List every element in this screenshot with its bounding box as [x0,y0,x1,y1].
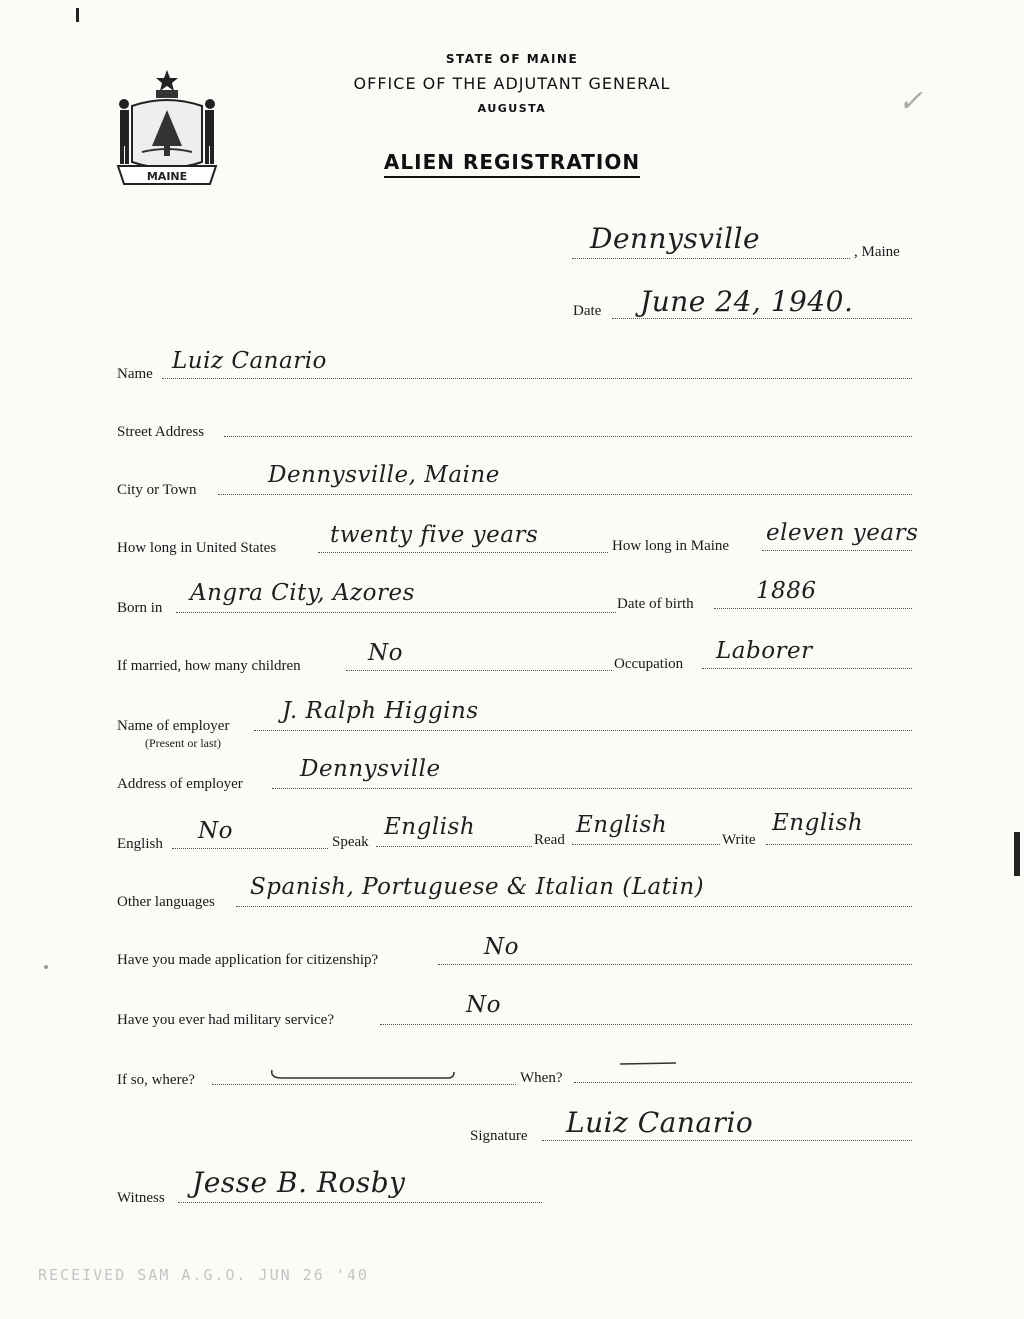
military-line [380,1024,912,1025]
military-label: Have you ever had military service? [117,1012,334,1028]
read-line [572,844,720,845]
state-heading: STATE OF MAINE [445,52,579,66]
signature-label: Signature [470,1128,528,1144]
signature-value: Luiz Canario [566,1106,754,1139]
received-stamp: RECEIVED SAM A.G.O. JUN 26 '40 [38,1266,369,1284]
name-line [162,378,912,379]
us-years-line [318,552,608,553]
when-label: When? [520,1070,563,1086]
english-line [172,848,328,849]
other-languages-value: Spanish, Portuguese & Italian (Latin) [250,874,705,900]
street-line [224,436,912,437]
write-label: Write [722,832,756,848]
write-line [766,844,912,845]
city-value: Dennysville, Maine [268,462,500,488]
maine-years-label: How long in Maine [612,538,730,554]
when-dash-mark [618,1060,678,1068]
employer-address-value: Dennysville [300,756,441,782]
place-line [572,258,850,259]
office-heading: OFFICE OF THE ADJUTANT GENERAL [353,74,671,93]
us-years-label: How long in United States [117,540,277,556]
employer-note: (Present or last) [145,736,221,750]
date-label: Date [573,303,602,319]
check-mark: ✓ [898,84,924,119]
city-line [218,494,912,495]
edge-mark [76,8,79,22]
children-label: If married, how many children [117,658,301,674]
place-value: Dennysville [590,222,761,255]
employer-address-label: Address of employer [117,776,243,792]
where-line [212,1084,516,1085]
occupation-line [702,668,912,669]
read-label: Read [534,832,565,848]
edge-mark-right [1014,832,1020,876]
speck [44,965,48,969]
speak-label: Speak [332,834,369,850]
city-heading: AUGUSTA [477,102,547,115]
employer-address-line [272,788,912,789]
occupation-value: Laborer [716,638,813,664]
employer-label: Name of employer [117,718,230,734]
form-title [0,150,1024,174]
maine-years-value: eleven years [766,520,919,546]
citizenship-value: No [484,934,519,960]
english-label: English [117,836,163,852]
name-label: Name [117,366,153,382]
other-languages-line [236,906,912,907]
born-line [176,612,616,613]
citizenship-line [438,964,912,965]
born-value: Angra City, Azores [190,580,415,606]
us-years-value: twenty five years [330,522,539,548]
employer-line [254,730,912,731]
born-label: Born in [117,600,163,616]
children-line [346,670,612,671]
where-dash-mark [268,1066,458,1082]
when-line [574,1082,912,1083]
speak-value: English [384,814,476,840]
read-value: English [576,812,668,838]
street-label: Street Address [117,424,205,440]
children-value: No [368,640,403,666]
speak-line [376,846,532,847]
employer-value: J. Ralph Higgins [282,698,479,724]
birth-date-value: 1886 [756,578,817,604]
seal-text: MAINE [146,170,188,183]
witness-value: Jesse B. Rosby [192,1166,406,1199]
citizenship-label: Have you made application for citizenship? [117,952,379,968]
date-line [612,318,912,319]
place-suffix: , Maine [854,244,900,260]
witness-label: Witness [117,1190,165,1206]
name-value: Luiz Canario [172,348,327,374]
where-label: If so, where? [117,1072,195,1088]
city-label: City or Town [117,482,197,498]
write-value: English [772,810,864,836]
date-value: June 24, 1940. [640,285,854,318]
birth-date-line [714,608,912,609]
other-languages-label: Other languages [117,894,215,910]
military-value: No [466,992,501,1018]
birth-date-label: Date of birth [617,596,694,612]
signature-line [542,1140,912,1141]
occupation-label: Occupation [614,656,684,672]
english-value: No [198,818,233,844]
maine-years-line [762,550,912,551]
form-title-text: ALIEN REGISTRATION [384,150,640,178]
witness-line [178,1202,542,1203]
